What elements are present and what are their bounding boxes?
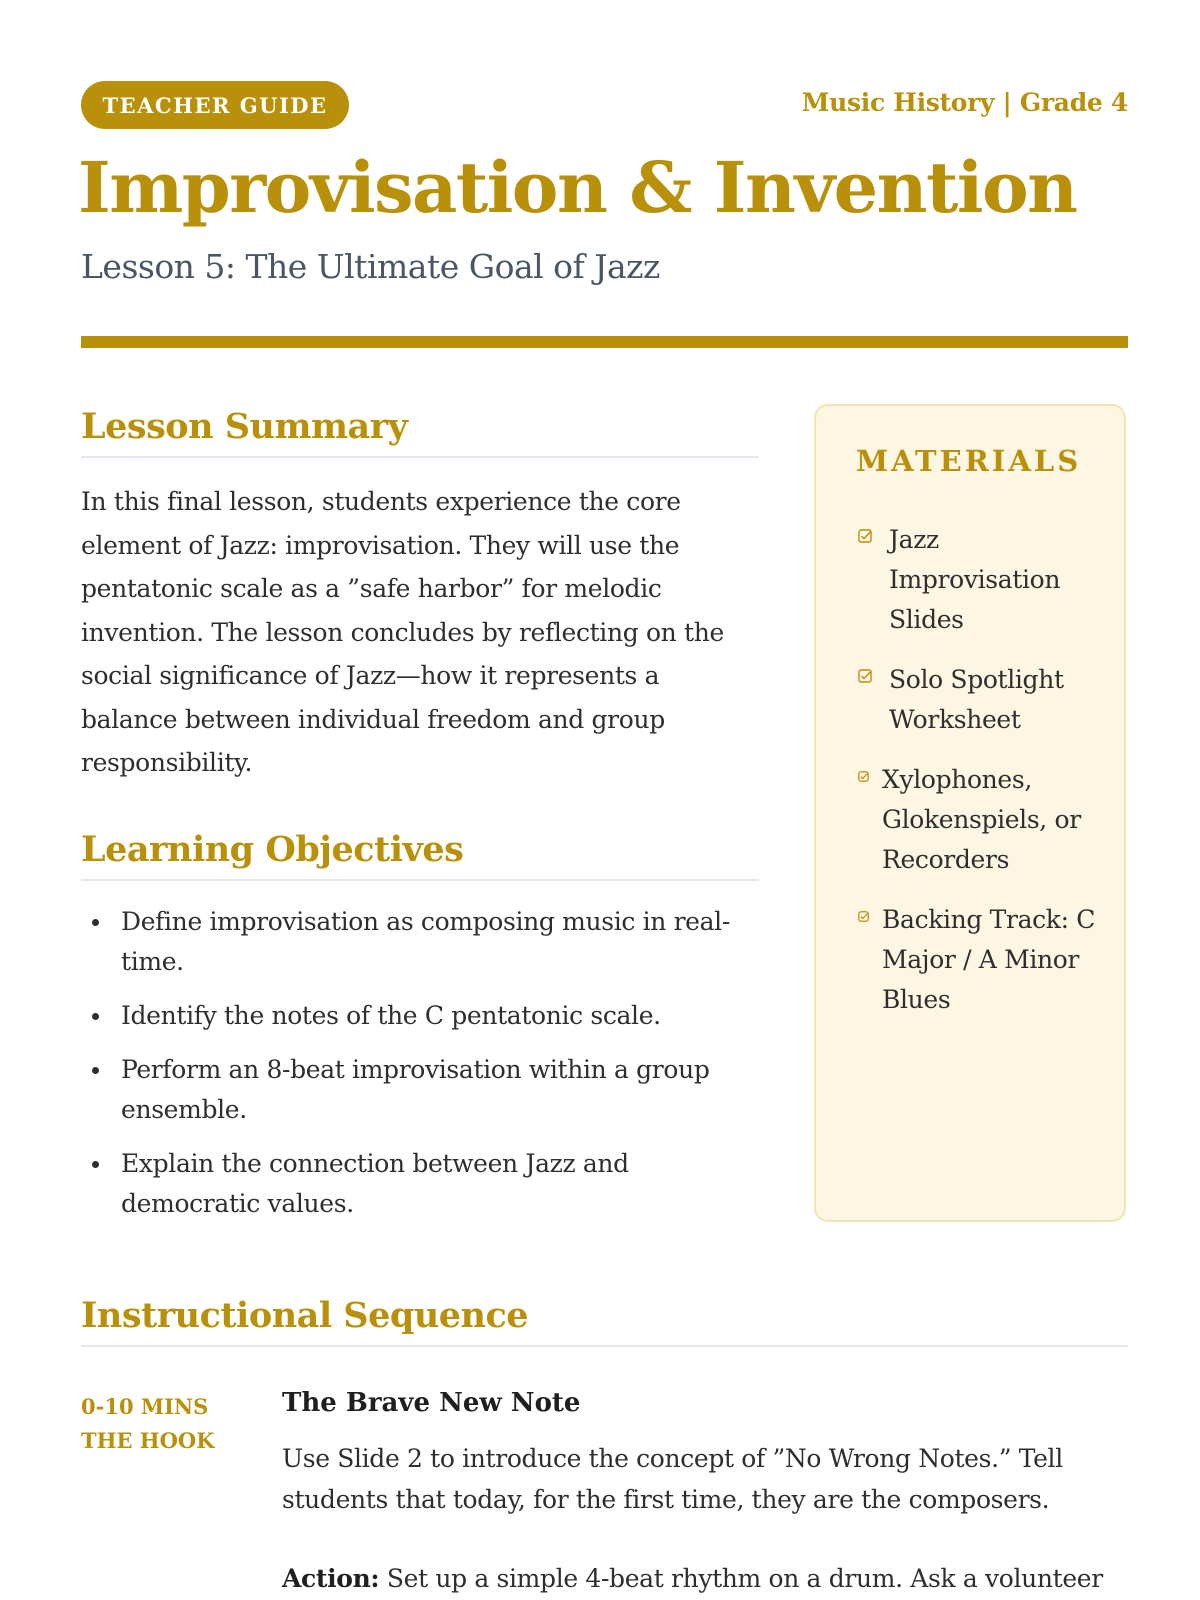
materials-panel: [814, 404, 1126, 1222]
action-label: Action:: [282, 1564, 380, 1593]
list-item: [856, 660, 1106, 740]
page-subtitle: Lesson 5: The Ultimate Goal of Jazz: [81, 247, 660, 286]
step-time: 0-10 MINS: [81, 1394, 209, 1419]
checkbox-icon: [858, 669, 872, 683]
step-body: Use Slide 2 to introduce the concept of ”No Wrong Notes.” Tell students that today, for the first time, they are the composers.: [282, 1444, 1063, 1514]
list-item: [856, 900, 1106, 1020]
material-text: Backing Track: C Major / A Minor Blues: [882, 905, 1096, 1014]
checkbox-icon: [858, 529, 872, 543]
instructional-sequence-heading: Instructional Sequence: [81, 1295, 1128, 1347]
objective-text: Perform an 8-beat improvisation within a group ensemble.: [121, 1055, 710, 1124]
step-action: [282, 1559, 1142, 1600]
bullet-icon: [92, 1067, 99, 1074]
list-item: [81, 1050, 761, 1130]
step-title: The Brave New Note: [282, 1388, 581, 1418]
checkbox-icon: [858, 771, 869, 782]
bullet-icon: [92, 1013, 99, 1020]
step-phase: THE HOOK: [81, 1428, 215, 1453]
action-text: Set up a simple 4-beat rhythm on a drum. Ask a volunteer: [379, 1564, 1103, 1593]
bullet-icon: [92, 1161, 99, 1168]
teacher-guide-badge: TEACHER GUIDE: [81, 81, 349, 129]
lesson-summary-heading: Lesson Summary: [81, 406, 759, 458]
objectives-list: [81, 902, 761, 1238]
bullet-icon: [92, 919, 99, 926]
material-text: Jazz Improvisation Slides: [889, 525, 1061, 634]
material-text: Xylophones, Glokenspiels, or Recorders: [882, 765, 1081, 874]
objective-text: Define improvisation as composing music in real-time.: [121, 907, 730, 976]
materials-list: [856, 520, 1106, 1040]
header-divider: [81, 336, 1128, 348]
list-item: [81, 996, 761, 1036]
page-title: Improvisation & Invention: [78, 146, 1077, 229]
objective-text: Explain the connection between Jazz and democratic values.: [121, 1149, 629, 1218]
lesson-summary-text: In this final lesson, students experience the core element of Jazz: improvisation. They will use the pentatonic scale as a ”safe harbor” for melodic invention. The lesson concludes by reflecting on the social significance of Jazz—how it represents a balance between individual freedom and group responsibility.: [81, 487, 724, 777]
course-meta: Music History | Grade 4: [801, 88, 1128, 117]
list-item: [81, 902, 761, 982]
list-item: [81, 1144, 761, 1224]
checkbox-icon: [858, 911, 869, 922]
materials-heading: MATERIALS: [856, 444, 1082, 478]
material-text: Solo Spotlight Worksheet: [889, 665, 1064, 734]
step-time-label: [81, 1390, 261, 1458]
list-item: [856, 760, 1106, 880]
list-item: [856, 520, 1106, 640]
objective-text: Identify the notes of the C pentatonic scale.: [121, 1001, 661, 1030]
learning-objectives-heading: Learning Objectives: [81, 829, 759, 881]
